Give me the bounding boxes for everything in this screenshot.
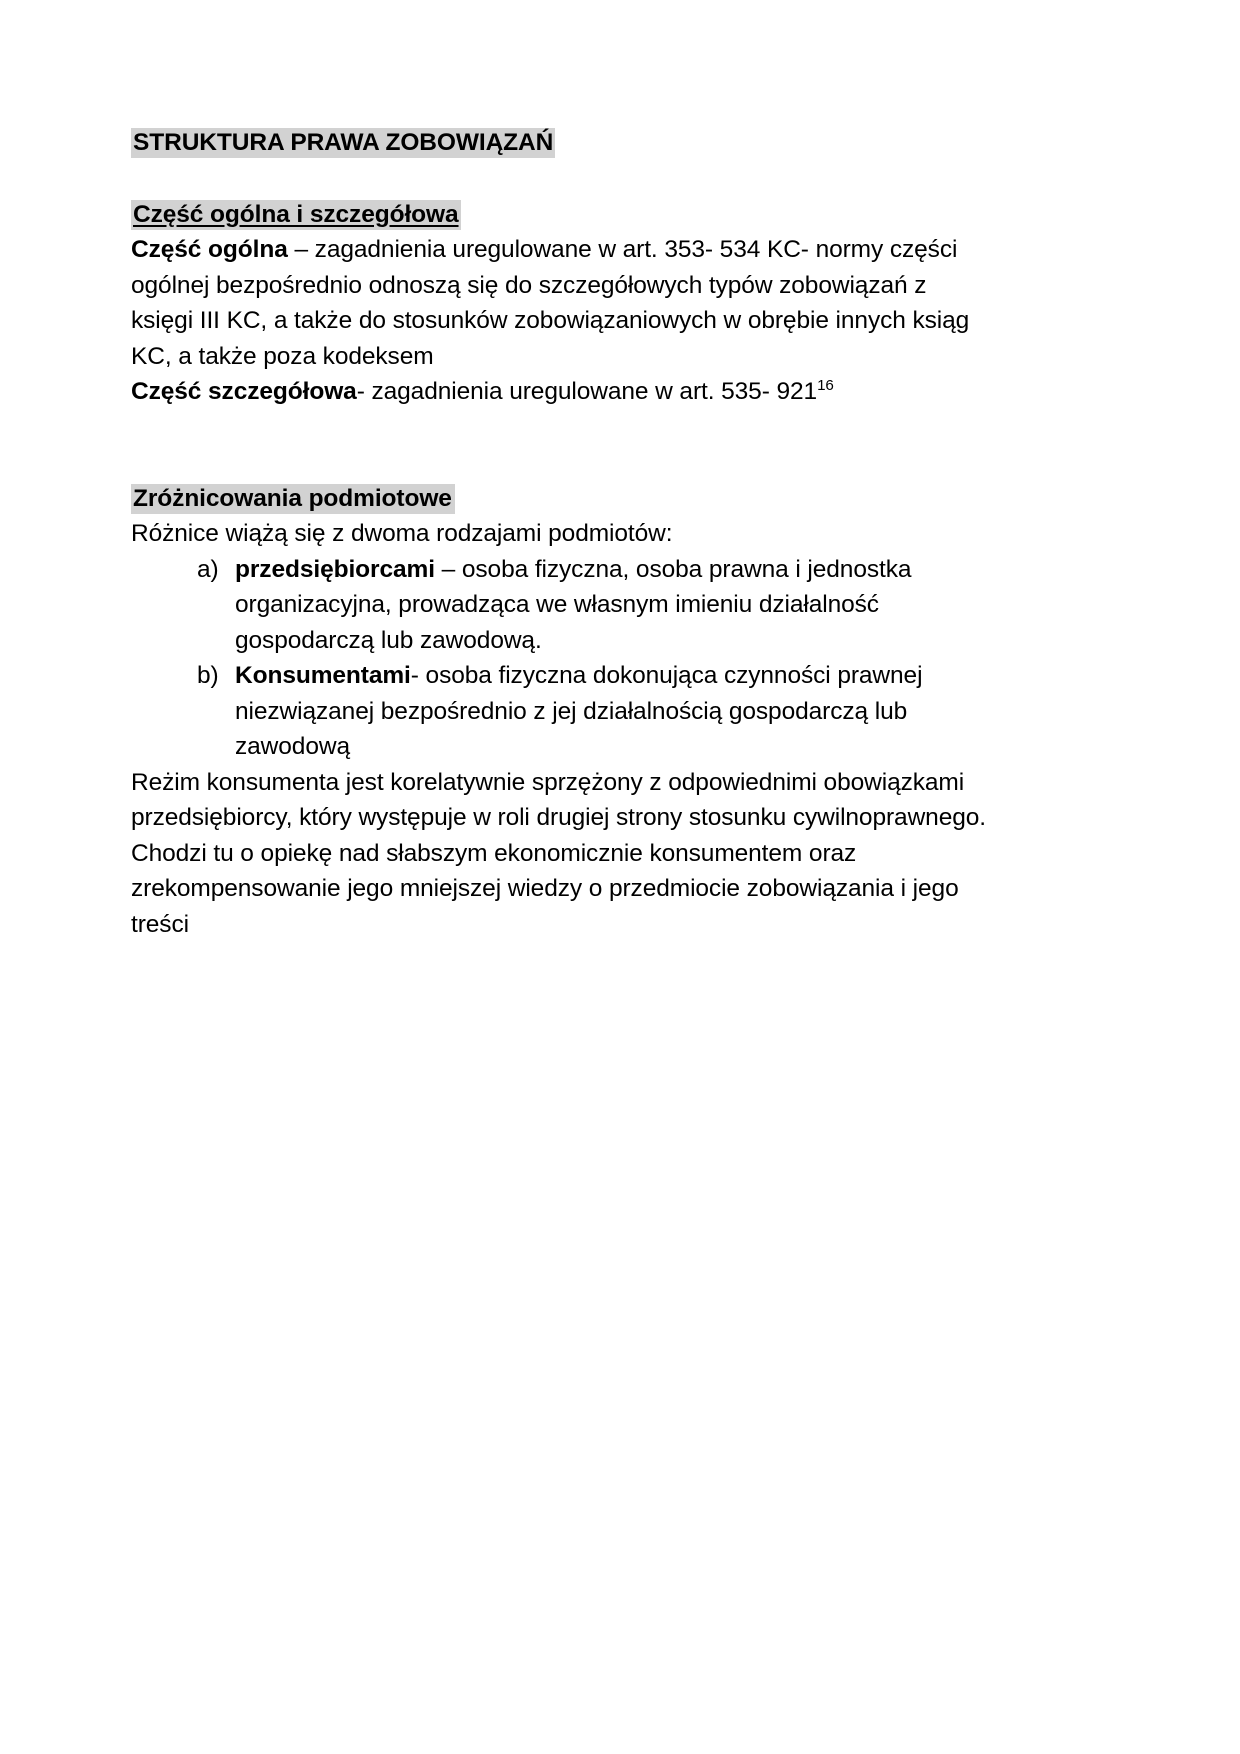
section-heading-zroznicowania-podmiotowe [131, 481, 1100, 517]
list-item [131, 552, 993, 659]
document-title [131, 125, 1100, 161]
list-item-marker: a) [197, 555, 219, 583]
paragraph-czesc-szczegolowa [131, 374, 993, 410]
list-item-lead: Konsumentami [235, 662, 411, 689]
paragraph-lead-czesc-szczegolowa: Część szczegółowa [131, 378, 357, 405]
list-item [131, 658, 993, 765]
paragraph-body-czesc-szczegolowa: - zagadnienia uregulowane w art. 535- 921 [356, 378, 818, 405]
paragraph-body-czesc-ogolna: – zagadnienia uregulowane w art. 353- 534 KC- normy części ogólnej bezpośrednio odnoszą się do szczegółowych typów zobowiązań z księgi III KC, a także do stosunków zobowiązaniowych w obrębie innych ksiąg KC, a także poza kodeksem [131, 236, 970, 370]
document-body [131, 125, 1100, 942]
spacer-after-title [131, 161, 1100, 197]
list-item-marker: b) [197, 662, 219, 689]
footnote-reference-16: 16 [817, 376, 834, 394]
section-heading-text: Zróżnicowania podmiotowe [131, 484, 455, 514]
paragraph-roznice-intro: Różnice wiążą się z dwoma rodzajami podmiotów: [131, 520, 673, 547]
list-item-lead: przedsiębiorcami [235, 555, 435, 583]
document-title-text: STRUKTURA PRAWA ZOBOWIĄZAŃ [133, 129, 554, 156]
section-heading-czesc-ogolna-i-szczegolowa [131, 197, 1100, 233]
list-item-body: - osoba fizyczna dokonująca czynności prawnej niezwiązanej bezpośrednio z jej działalnością gospodarczą lub zawodową [235, 662, 923, 760]
paragraph-lead-czesc-ogolna: Część ogólna [131, 236, 288, 263]
subject-types-list [131, 552, 993, 765]
list-item-body: – osoba fizyczna, osoba prawna i jednostka organizacyjna, prowadząca we własnym imieniu działalność gospodarczą lub zawodową. [235, 555, 912, 654]
section-heading-text: Część ogólna i szczegółowa [133, 200, 459, 228]
paragraph-rezim-konsumenta: Reżim konsumenta jest korelatywnie sprzężony z odpowiednimi obowiązkami przedsiębiorcy, który występuje w roli drugiej strony stosunku cywilnoprawnego. Chodzi tu o opiekę nad słabszym ekonomicznie konsumentem oraz zrekompensowanie jego mniejszej wiedzy o przedmiocie zobowiązania i jego treści [131, 768, 986, 938]
paragraph-czesc-ogolna [131, 232, 993, 374]
spacer-between-sections [131, 410, 1100, 481]
